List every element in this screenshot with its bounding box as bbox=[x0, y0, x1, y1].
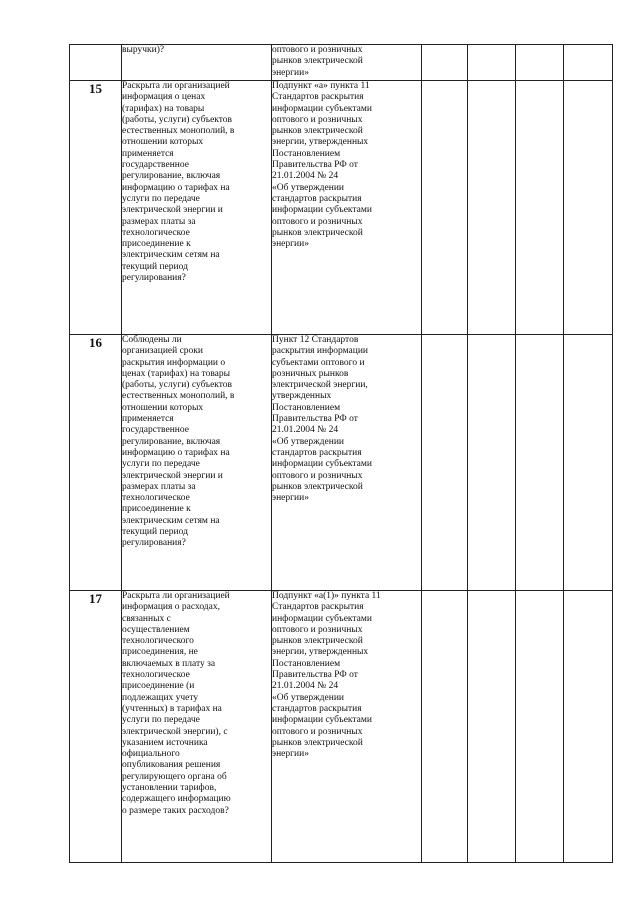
requirements-table bbox=[69, 44, 613, 863]
legal-basis-line: энергии, утвержденных bbox=[272, 137, 369, 148]
question-line: присоединение к bbox=[122, 239, 191, 250]
legal-basis-line: рынков электрической bbox=[272, 126, 363, 137]
legal-basis-line: энергии» bbox=[272, 493, 309, 504]
question-line: регулирующего органа об bbox=[122, 771, 227, 782]
question-line: регулирование, включая bbox=[122, 436, 221, 447]
legal-basis-line: «Об утверждении bbox=[272, 182, 344, 193]
question-line: государственное bbox=[122, 160, 189, 171]
question-line: ценах (тарифах) на товары bbox=[122, 368, 231, 379]
answer-cell bbox=[422, 45, 468, 81]
legal-basis-line: стандартов раскрытия bbox=[272, 447, 362, 458]
answer-cell bbox=[564, 45, 613, 81]
question-line: услуги по передаче bbox=[122, 715, 200, 726]
question-line: содержащего информацию bbox=[122, 794, 231, 805]
question-line: электрической энергии и bbox=[122, 205, 223, 216]
question-line: регулирование, включая bbox=[122, 171, 221, 182]
question-line: услуги по передаче bbox=[122, 459, 200, 470]
question-line: (учтенных) в тарифах на bbox=[122, 703, 222, 714]
question-line: выручки)? bbox=[122, 45, 165, 55]
question-line: осуществлением bbox=[122, 624, 190, 635]
legal-basis-cell bbox=[272, 45, 422, 81]
legal-basis-line: оптового и розничных bbox=[272, 726, 363, 737]
legal-basis-line: Подпункт «а» пункта 11 bbox=[272, 81, 370, 91]
legal-basis-cell bbox=[272, 591, 422, 863]
question-line: указанием источника bbox=[122, 737, 208, 748]
legal-basis-line: «Об утверждении bbox=[272, 692, 344, 703]
answer-cell bbox=[468, 45, 516, 81]
legal-basis-line: оптового и розничных bbox=[272, 216, 363, 227]
legal-basis-cell bbox=[272, 81, 422, 335]
question-cell bbox=[122, 591, 272, 863]
question-cell bbox=[122, 45, 272, 81]
legal-basis-line: стандартов раскрытия bbox=[272, 703, 362, 714]
question-line: Раскрыта ли организацией bbox=[122, 591, 230, 601]
answer-cell bbox=[564, 591, 613, 863]
question-line: технологическое bbox=[122, 670, 190, 681]
legal-basis-line: 21.01.2004 № 24 bbox=[272, 681, 339, 692]
question-line: электрической энергии), с bbox=[122, 726, 228, 737]
question-line: естественных монополий, в bbox=[122, 391, 235, 402]
legal-basis-line: информации субъектами bbox=[272, 103, 372, 114]
answer-cell bbox=[422, 335, 468, 591]
legal-basis-line: оптового и розничных bbox=[272, 114, 363, 125]
question-line: информацию о тарифах на bbox=[122, 447, 230, 458]
question-line: естественных монополий, в bbox=[122, 126, 235, 137]
legal-basis-line: 21.01.2004 № 24 bbox=[272, 425, 339, 436]
legal-basis-line: Стандартов раскрытия bbox=[272, 92, 364, 103]
legal-basis-line: Правительства РФ от bbox=[272, 414, 358, 425]
legal-basis-line: информации субъектами bbox=[272, 715, 372, 726]
legal-basis-line: Постановлением bbox=[272, 402, 341, 413]
question-line: о размере таких расходов? bbox=[122, 805, 229, 816]
question-line: раскрытия информации о bbox=[122, 357, 226, 368]
answer-cell bbox=[468, 335, 516, 591]
question-line: (работы, услуги) субъектов bbox=[122, 114, 233, 125]
question-line: технологического bbox=[122, 636, 194, 647]
table-row bbox=[70, 45, 613, 81]
question-cell bbox=[122, 81, 272, 335]
legal-basis-line: рынков электрической bbox=[272, 636, 363, 647]
legal-basis-line: Подпункт «а(1)» пункта 11 bbox=[272, 591, 381, 601]
legal-basis-line: энергии» bbox=[272, 67, 309, 78]
question-line: электрическим сетям на bbox=[122, 250, 220, 261]
question-line: применяется bbox=[122, 414, 174, 425]
question-line: государственное bbox=[122, 425, 189, 436]
question-line: (работы, услуги) субъектов bbox=[122, 380, 233, 391]
answer-cell bbox=[516, 81, 564, 335]
legal-basis-line: рынков электрической bbox=[272, 56, 363, 67]
legal-basis-line: оптового и розничных bbox=[272, 45, 363, 55]
legal-basis-line: Пункт 12 Стандартов bbox=[272, 335, 359, 345]
question-cell bbox=[122, 335, 272, 591]
legal-basis-line: Стандартов раскрытия bbox=[272, 602, 364, 613]
question-line: информацию о тарифах на bbox=[122, 182, 230, 193]
table-row bbox=[70, 81, 613, 335]
question-line: отношении которых bbox=[122, 137, 204, 148]
question-line: включаемых в плату за bbox=[122, 658, 216, 669]
answer-cell bbox=[422, 81, 468, 335]
question-line: связанных с bbox=[122, 613, 171, 624]
answer-cell bbox=[564, 335, 613, 591]
legal-basis-line: рынков электрической bbox=[272, 737, 363, 748]
legal-basis-line: Постановлением bbox=[272, 148, 341, 159]
legal-basis-line: энергии» bbox=[272, 239, 309, 250]
question-line: установлении тарифов, bbox=[122, 783, 217, 794]
question-line: размерах платы за bbox=[122, 216, 196, 227]
legal-basis-line: информации субъектами bbox=[272, 459, 372, 470]
legal-basis-line: энергии» bbox=[272, 749, 309, 760]
answer-cell bbox=[516, 335, 564, 591]
legal-basis-line: Постановлением bbox=[272, 658, 341, 669]
legal-basis-line: субъектами оптового и bbox=[272, 357, 365, 368]
question-line: технологическое bbox=[122, 227, 190, 238]
question-line: электрическим сетям на bbox=[122, 515, 220, 526]
question-line: регулирования? bbox=[122, 273, 186, 284]
question-line: текущий период bbox=[122, 261, 188, 272]
table-row bbox=[70, 335, 613, 591]
question-line: присоединение к bbox=[122, 504, 191, 515]
question-line: услуги по передаче bbox=[122, 193, 200, 204]
legal-basis-line: Правительства РФ от bbox=[272, 160, 358, 171]
answer-cell bbox=[516, 591, 564, 863]
legal-basis-line: оптового и розничных bbox=[272, 470, 363, 481]
answer-cell bbox=[422, 591, 468, 863]
question-line: электрической энергии и bbox=[122, 470, 223, 481]
question-line: применяется bbox=[122, 148, 174, 159]
table-row bbox=[70, 591, 613, 863]
legal-basis-line: Правительства РФ от bbox=[272, 670, 358, 681]
legal-basis-line: «Об утверждении bbox=[272, 436, 344, 447]
table-body bbox=[70, 45, 613, 863]
row-number bbox=[70, 45, 122, 81]
question-line: текущий период bbox=[122, 527, 188, 538]
question-line: организацией сроки bbox=[122, 346, 204, 357]
question-line: регулирования? bbox=[122, 538, 186, 549]
legal-basis-line: информации субъектами bbox=[272, 613, 372, 624]
legal-basis-line: оптового и розничных bbox=[272, 624, 363, 635]
question-line: (тарифах) на товары bbox=[122, 103, 205, 114]
row-number: 16 bbox=[70, 335, 122, 591]
legal-basis-line: раскрытия информации bbox=[272, 346, 369, 357]
legal-basis-line: электрической энергии, bbox=[272, 380, 368, 391]
legal-basis-line: 21.01.2004 № 24 bbox=[272, 171, 339, 182]
legal-basis-line: информации субъектами bbox=[272, 205, 372, 216]
row-number: 17 bbox=[70, 591, 122, 863]
legal-basis-line: рынков электрической bbox=[272, 227, 363, 238]
question-line: подлежащих учету bbox=[122, 692, 199, 703]
answer-cell bbox=[516, 45, 564, 81]
legal-basis-line: рынков электрической bbox=[272, 481, 363, 492]
answer-cell bbox=[564, 81, 613, 335]
legal-basis-line: утвержденных bbox=[272, 391, 332, 402]
row-number: 15 bbox=[70, 81, 122, 335]
question-line: опубликования решения bbox=[122, 760, 221, 771]
answer-cell bbox=[468, 591, 516, 863]
legal-basis-cell bbox=[272, 335, 422, 591]
question-line: размерах платы за bbox=[122, 481, 196, 492]
question-line: присоединения, не bbox=[122, 647, 198, 658]
question-line: информация о расходах, bbox=[122, 602, 220, 613]
question-line: официального bbox=[122, 749, 180, 760]
question-line: информация о ценах bbox=[122, 92, 206, 103]
legal-basis-line: энергии, утвержденных bbox=[272, 647, 369, 658]
question-line: Соблюдены ли bbox=[122, 335, 182, 345]
question-line: присоединение (и bbox=[122, 681, 195, 692]
answer-cell bbox=[468, 81, 516, 335]
question-line: отношении которых bbox=[122, 402, 204, 413]
question-line: Раскрыта ли организацией bbox=[122, 81, 230, 91]
legal-basis-line: стандартов раскрытия bbox=[272, 193, 362, 204]
legal-basis-line: розничных рынков bbox=[272, 368, 349, 379]
question-line: технологическое bbox=[122, 493, 190, 504]
